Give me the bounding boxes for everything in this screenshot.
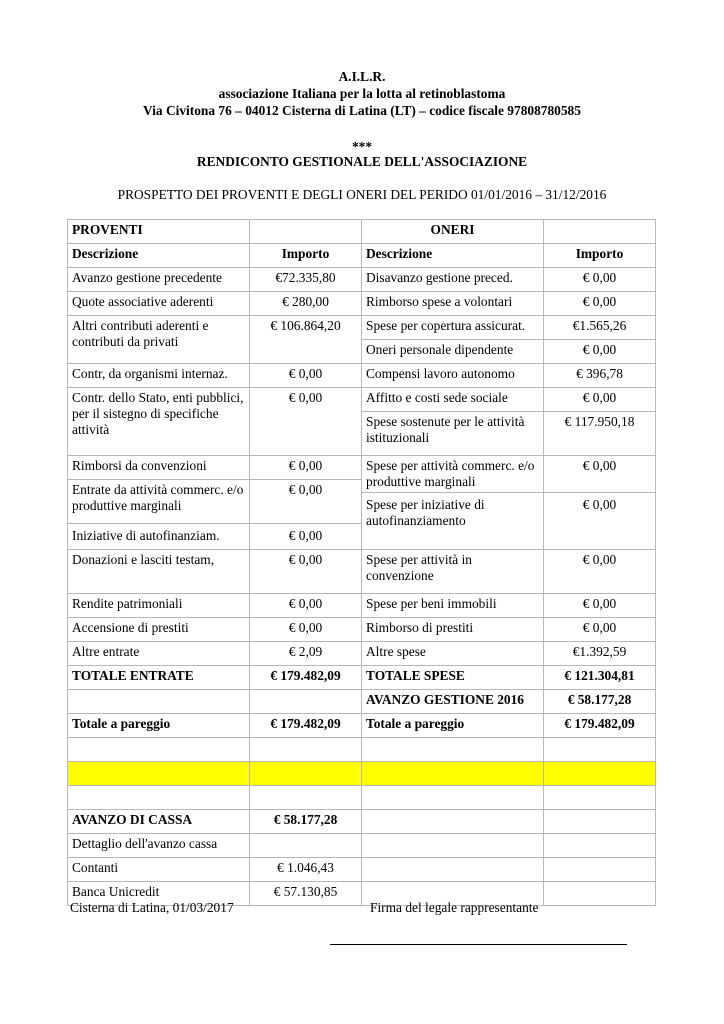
col-header-description: Descrizione: [362, 244, 544, 268]
avanzo-gestione-value: € 58.177,28: [544, 690, 656, 714]
proventi-desc: Entrate da attività commerc. e/o produttive marginali: [68, 480, 250, 524]
oneri-heading: ONERI: [362, 220, 544, 244]
oneri-amount: € 117.950,18: [544, 412, 656, 456]
pareggio-oneri-value: € 179.482,09: [544, 714, 656, 738]
table-row: [68, 550, 656, 594]
proventi-amount: € 0,00: [250, 524, 362, 550]
document-subtitle: PROSPETTO DEI PROVENTI E DEGLI ONERI DEL PERIDO 01/01/2016 – 31/12/2016: [117, 187, 607, 202]
proventi-desc: Contr, da organismi internaz.: [68, 364, 250, 388]
contanti-value: € 1.046,43: [250, 858, 362, 882]
avanzo-cassa-row: [68, 810, 656, 834]
pareggio-label: Totale a pareggio: [362, 714, 544, 738]
table-row: [68, 316, 656, 340]
oneri-amount: € 396,78: [544, 364, 656, 388]
avanzo-cassa-label: AVANZO DI CASSA: [68, 810, 250, 834]
proventi-desc: Rendite patrimoniali: [68, 594, 250, 618]
table-row: [68, 268, 656, 292]
dettaglio-row: [68, 834, 656, 858]
proventi-amount: € 0,00: [250, 388, 362, 456]
proventi-amount: € 280,00: [250, 292, 362, 316]
proventi-desc: Iniziative di autofinanziam.: [68, 524, 250, 550]
org-address: Via Civitona 76 – 04012 Cisterna di Latina (LT) – codice fiscale 97808780585: [143, 103, 581, 118]
financial-statement-table: [67, 219, 656, 906]
table-column-header-row: [68, 244, 656, 268]
oneri-amount: € 0,00: [544, 340, 656, 364]
contanti-label: Contanti: [68, 858, 250, 882]
oneri-amount: € 0,00: [544, 388, 656, 412]
table-row: [68, 642, 656, 666]
separator-stars: ***: [351, 139, 373, 154]
oneri-desc: Spese per attività in convenzione: [362, 550, 544, 594]
col-header-description: Descrizione: [68, 244, 250, 268]
document-title: RENDICONTO GESTIONALE DELL'ASSOCIAZIONE: [196, 154, 528, 169]
oneri-amount: € 0,00: [544, 618, 656, 642]
blank-row: [68, 786, 656, 810]
banca-label: Banca Unicredit: [68, 882, 250, 906]
table-row: [68, 364, 656, 388]
col-header-amount: Importo: [544, 244, 656, 268]
total-entrate-label: TOTALE ENTRATE: [68, 666, 250, 690]
table-row: [68, 388, 656, 412]
table-row: [68, 618, 656, 642]
oneri-amount: € 0,00: [544, 268, 656, 292]
oneri-desc: Rimborso spese a volontari: [362, 292, 544, 316]
oneri-desc: Spese sostenute per le attività istituzionali: [362, 412, 544, 456]
proventi-heading: PROVENTI: [68, 220, 250, 244]
oneri-amount: € 0,00: [544, 594, 656, 618]
proventi-amount: €72.335,80: [250, 268, 362, 292]
oneri-desc: Altre spese: [362, 642, 544, 666]
pareggio-proventi-value: € 179.482,09: [250, 714, 362, 738]
proventi-amount: € 0,00: [250, 364, 362, 388]
oneri-amount: € 0,00: [544, 493, 656, 550]
org-full-name: associazione Italiana per la lotta al retinoblastoma: [218, 86, 506, 101]
oneri-amount: € 0,00: [544, 456, 656, 493]
proventi-amount: € 106.864,20: [250, 316, 362, 364]
proventi-desc: Altri contributi aderenti e contributi da privati: [68, 316, 250, 364]
oneri-desc: Disavanzo gestione preced.: [362, 268, 544, 292]
pareggio-row: [68, 714, 656, 738]
oneri-desc: Spese per attività commerc. e/o produttive marginali: [362, 456, 544, 493]
total-entrate-value: € 179.482,09: [250, 666, 362, 690]
signature-label: Firma del legale rappresentante: [370, 900, 539, 915]
proventi-desc: Rimborsi da convenzioni: [68, 456, 250, 480]
pareggio-label: Totale a pareggio: [68, 714, 250, 738]
proventi-amount: € 0,00: [250, 456, 362, 480]
avanzo-gestione-row: [68, 690, 656, 714]
table-row: [68, 456, 656, 480]
oneri-amount: €1.565,26: [544, 316, 656, 340]
blank-row: [68, 738, 656, 762]
proventi-amount: € 2,09: [250, 642, 362, 666]
table-section-header-row: [68, 220, 656, 244]
dettaglio-label: Dettaglio dell'avanzo cassa: [68, 834, 250, 858]
proventi-desc: Quote associative aderenti: [68, 292, 250, 316]
totals-row: [68, 666, 656, 690]
total-spese-label: TOTALE SPESE: [362, 666, 544, 690]
oneri-desc: Compensi lavoro autonomo: [362, 364, 544, 388]
avanzo-cassa-value: € 58.177,28: [250, 810, 362, 834]
place-and-date: Cisterna di Latina, 01/03/2017: [70, 900, 234, 915]
proventi-desc: Donazioni e lasciti testam,: [68, 550, 250, 594]
oneri-amount: €1.392,59: [544, 642, 656, 666]
proventi-amount: € 0,00: [250, 618, 362, 642]
avanzo-gestione-label: AVANZO GESTIONE 2016: [362, 690, 544, 714]
oneri-desc: Affitto e costi sede sociale: [362, 388, 544, 412]
table-row: [68, 292, 656, 316]
oneri-desc: Spese per beni immobili: [362, 594, 544, 618]
proventi-desc: Contr. dello Stato, enti pubblici, per il sistegno di specifiche attività: [68, 388, 250, 456]
contanti-row: [68, 858, 656, 882]
proventi-desc: Avanzo gestione precedente: [68, 268, 250, 292]
col-header-amount: Importo: [250, 244, 362, 268]
total-spese-value: € 121.304,81: [544, 666, 656, 690]
oneri-desc: Spese per copertura assicurat.: [362, 316, 544, 340]
oneri-desc: Spese per iniziative di autofinanziamento: [362, 493, 544, 550]
org-short-name: A.I.L.R.: [338, 69, 386, 84]
banca-value: € 57.130,85: [250, 882, 362, 906]
proventi-desc: Altre entrate: [68, 642, 250, 666]
proventi-amount: € 0,00: [250, 550, 362, 594]
oneri-amount: € 0,00: [544, 292, 656, 316]
highlight-row: [68, 762, 656, 786]
oneri-desc: Rimborso di prestiti: [362, 618, 544, 642]
proventi-amount: € 0,00: [250, 480, 362, 524]
table-row: [68, 594, 656, 618]
signature-line: [330, 944, 627, 945]
oneri-amount: € 0,00: [544, 550, 656, 594]
oneri-desc: Oneri personale dipendente: [362, 340, 544, 364]
proventi-amount: € 0,00: [250, 594, 362, 618]
proventi-desc: Accensione di prestiti: [68, 618, 250, 642]
